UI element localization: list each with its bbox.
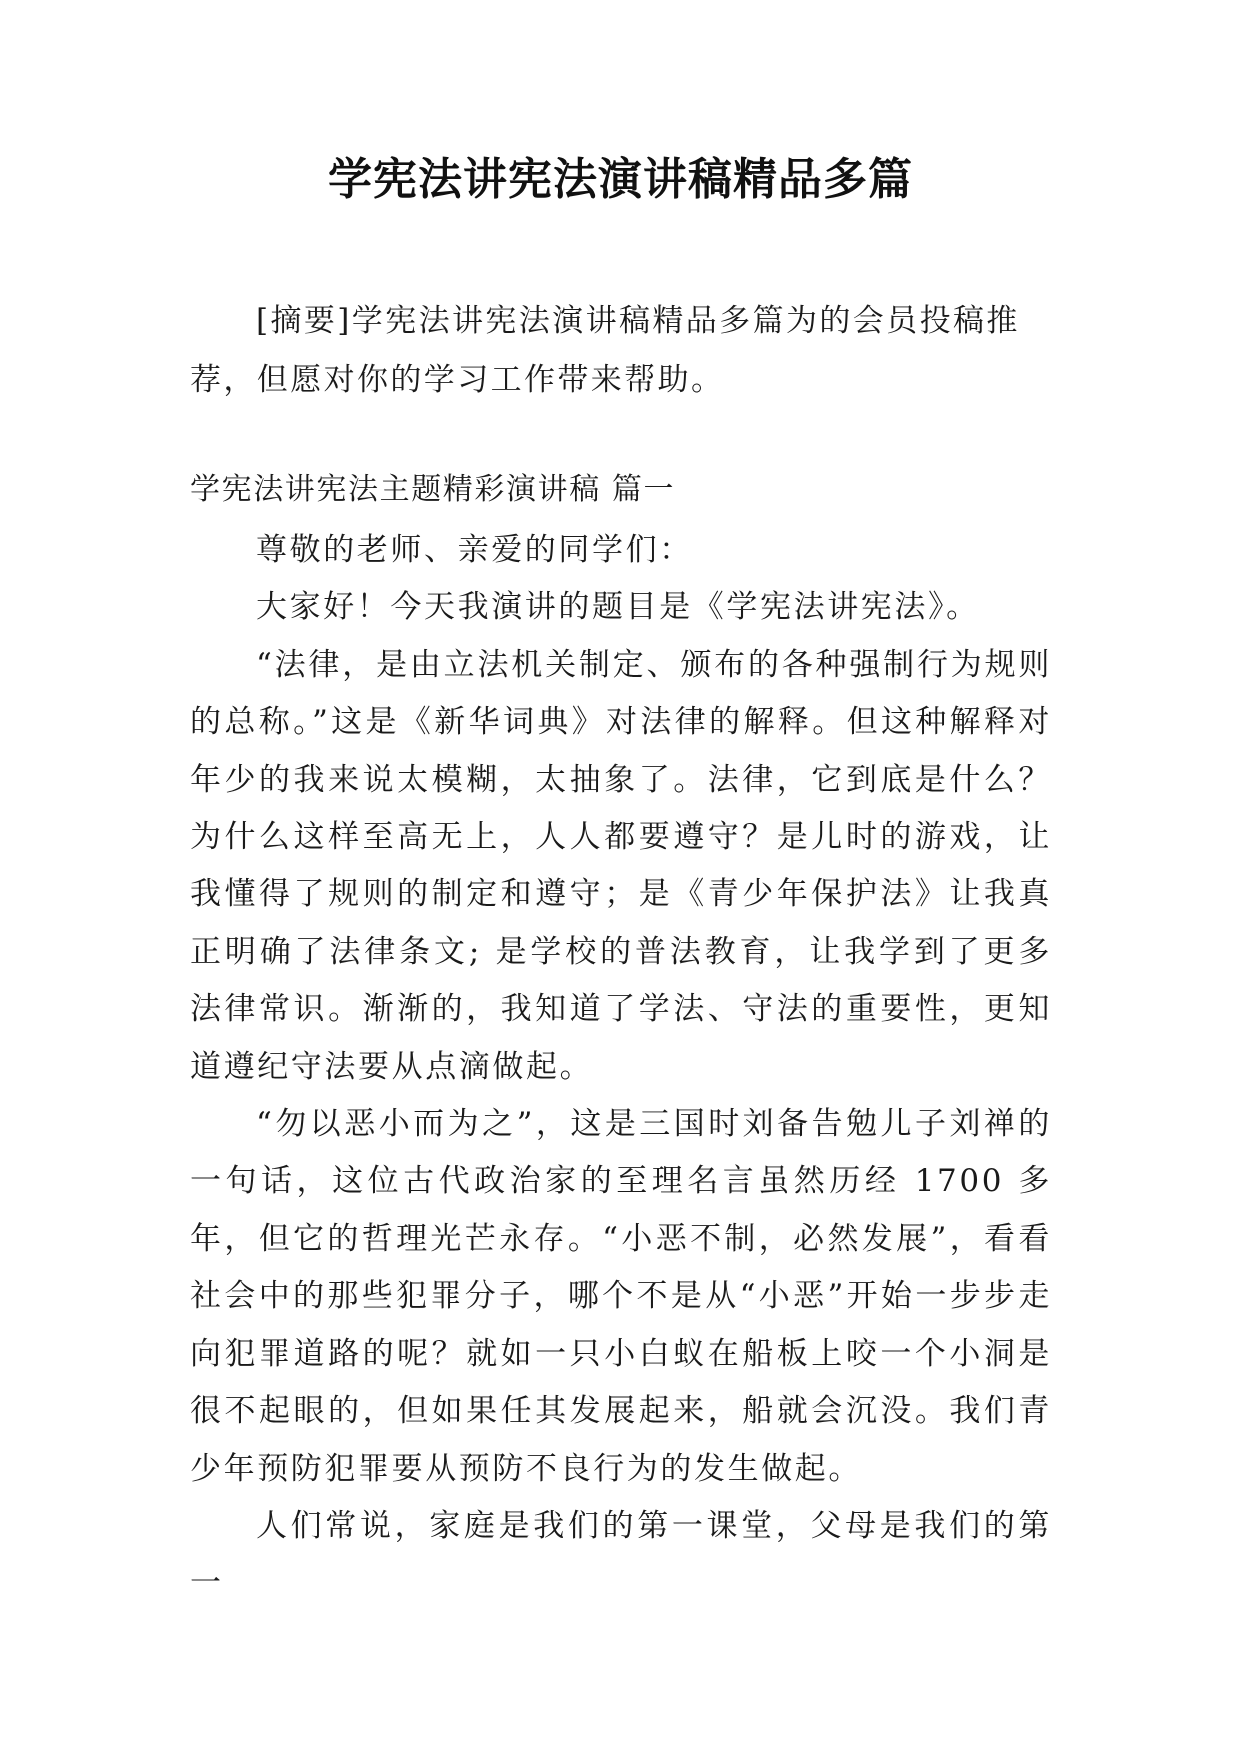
greeting-paragraph: 尊敬的老师、亲爱的同学们：: [256, 532, 693, 568]
body-text: [190, 522, 1052, 1613]
document-title: 学宪法讲宪法演讲稿精品多篇: [328, 154, 913, 205]
section-heading: 学宪法讲宪法主题精彩演讲稿 篇一: [190, 472, 676, 507]
body-paragraph: “法律，是由立法机关制定、颁布的各种强制行为规则的总称。”这是《新华词典》对法律的解释。但这种解释对年少的我来说太模糊，太抽象了。法律，它到底是什么？为什么这样至高无上，人人都要遵守？是儿时的游戏，让我懂得了规则的制定和遵守；是《青少年保护法》让我真正明确了法律条文; 是学校的普法教育，让我学到了更多法律常识。渐渐的，我知道了学法、守法的重要性，更知道遵纪守法要从点滴做起。: [190, 646, 1052, 1085]
body-paragraph: 人们常说，家庭是我们的第一课堂，父母是我们的第一: [190, 1507, 1052, 1602]
abstract-paragraph: [摘要]学宪法讲宪法演讲稿精品多篇为的会员投稿推荐，但愿对你的学习工作带来帮助。: [190, 303, 1020, 398]
body-paragraph: “勿以恶小而为之”，这是三国时刘备告勉儿子刘禅的一句话，这位古代政治家的至理名言虽然历经 1700 多年，但它的哲理光芒永存。“小恶不制，必然发展”，看看社会中的那些犯罪分子，哪个不是从“小恶”开始一步步走向犯罪道路的呢？就如一只小白蚁在船板上咬一个小洞是很不起眼的，但如果任其发展起来，船就会沉没。我们青少年预防犯罪要从预防不良行为的发生做起。: [190, 1106, 1052, 1487]
intro-paragraph: 大家好！今天我演讲的题目是《学宪法讲宪法》。: [256, 589, 980, 626]
